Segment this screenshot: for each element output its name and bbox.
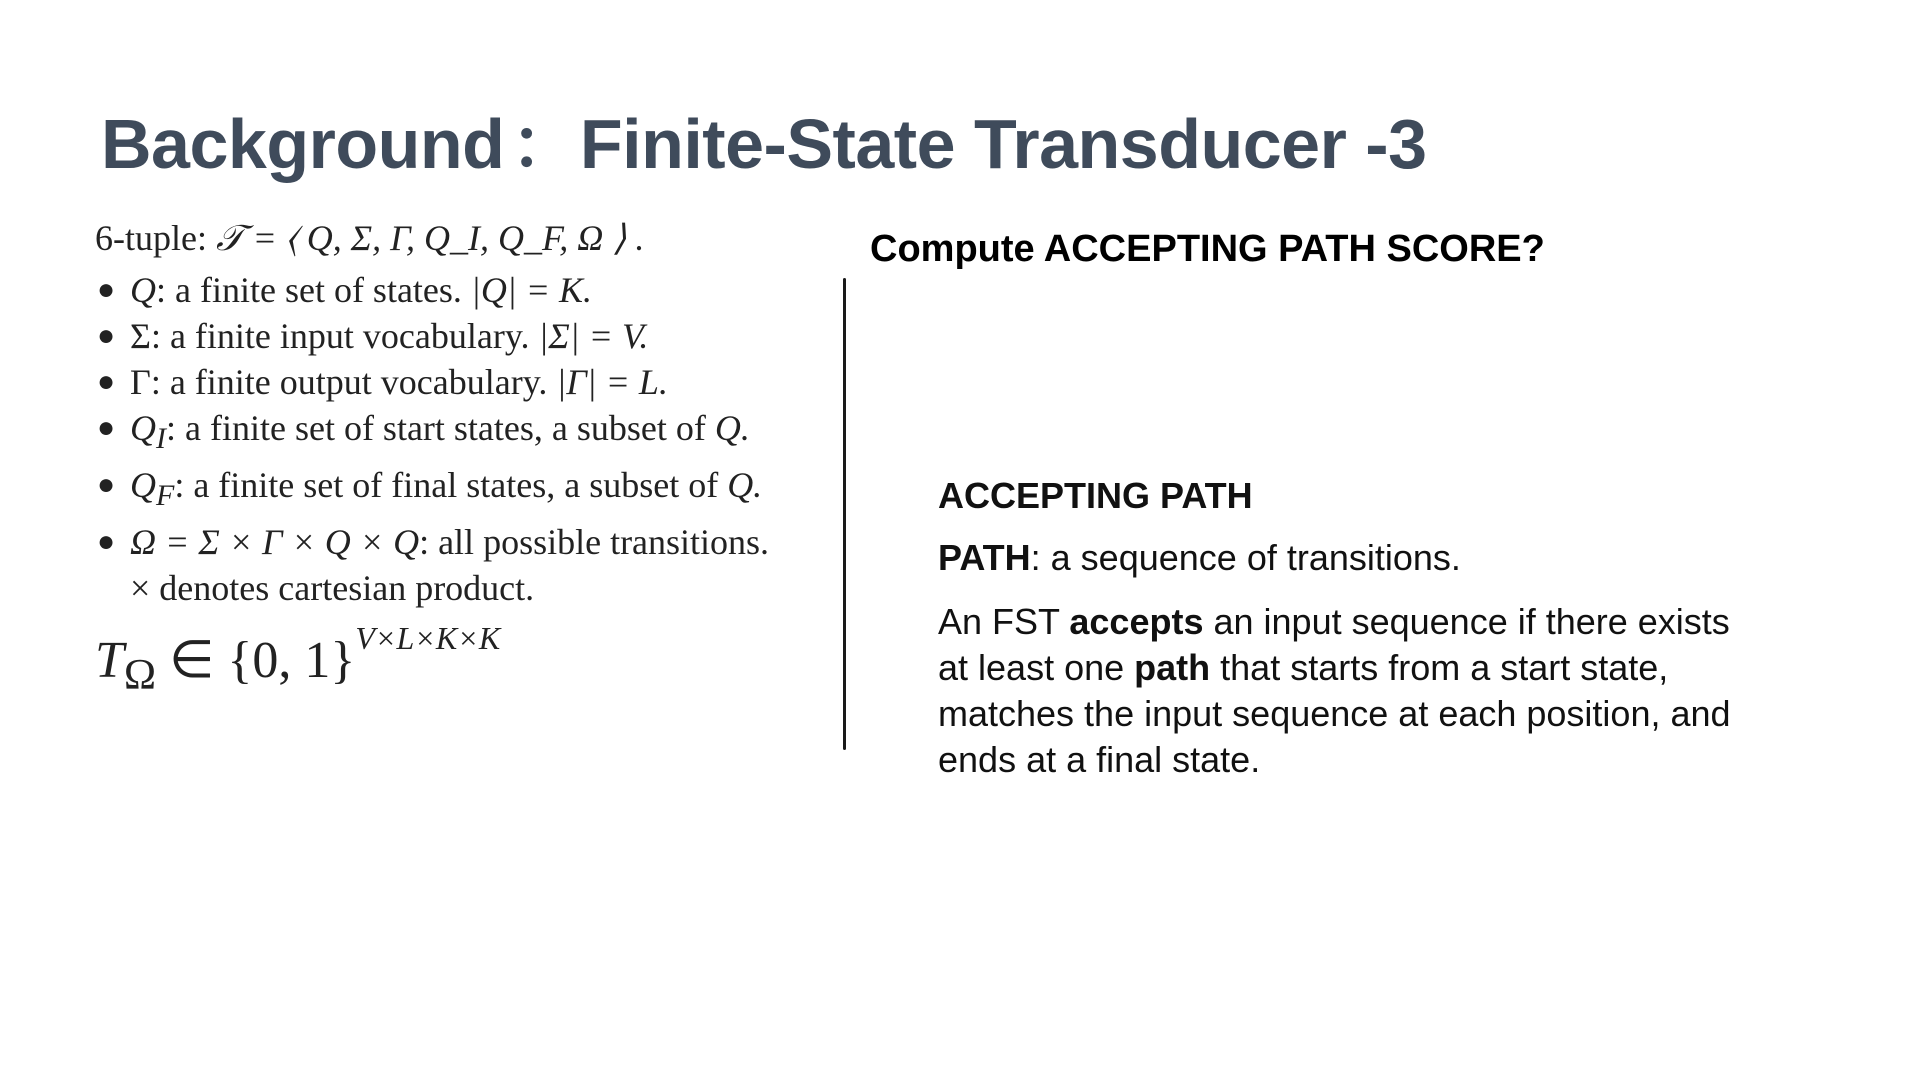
accepting-path-heading: ACCEPTING PATH [938, 475, 1253, 516]
question-heading: Compute ACCEPTING PATH SCORE? [870, 228, 1545, 270]
slide-title [101, 88, 1427, 189]
tuple-label: 6-tuple: [95, 218, 207, 258]
column-divider [843, 278, 846, 750]
path-definition: PATH: a sequence of transitions. [938, 537, 1461, 578]
transition-tensor-formula: $T_\Omega$ ∈ {0, 1}$^{V\times L\times K\times K}$ [95, 620, 501, 699]
bullet-icon: ● [97, 468, 116, 502]
tuple-line [95, 215, 835, 261]
bullet-icon: ● [97, 319, 116, 352]
accepting-path-section [938, 475, 1838, 783]
bullet-icon: ● [97, 273, 116, 306]
definition-item-start-states: ● $Q_I$: a finite set of start states, a subset of Q. [95, 405, 835, 462]
bullet-icon: ● [97, 411, 116, 444]
title-separator: ： [510, 105, 580, 183]
definition-list [95, 267, 835, 565]
tuple-expression: 𝒯 = ⟨ Q, Σ, Γ, Q_I, Q_F, Ω ⟩ . [215, 218, 645, 258]
title-topic: Finite-State Transducer -3 [579, 105, 1427, 183]
bullet-icon: ● [97, 525, 116, 559]
definition-item-input-vocab: ● Σ: a finite input vocabulary. |Σ| = V. [95, 313, 835, 359]
definition-item-states: ● Q: a finite set of states. |Q| = K. [95, 267, 835, 313]
title-main: Background [101, 105, 505, 183]
cartesian-note: × denotes cartesian product. [130, 568, 535, 609]
definition-item-final-states: ● $Q_F$: a finite set of final states, a subset of Q. [95, 462, 835, 519]
accepts-definition: An FST accepts an input sequence if there exists at least one path that starts from a start state, matches the input sequence at each position, and ends at a final state. [938, 601, 1731, 780]
definition-item-transitions: ● Ω = Σ × Γ × Q × Q: all possible transitions. [95, 519, 835, 565]
bullet-icon: ● [97, 365, 116, 398]
fst-definition [95, 215, 835, 611]
definition-item-output-vocab: ● Γ: a finite output vocabulary. |Γ| = L. [95, 359, 835, 405]
